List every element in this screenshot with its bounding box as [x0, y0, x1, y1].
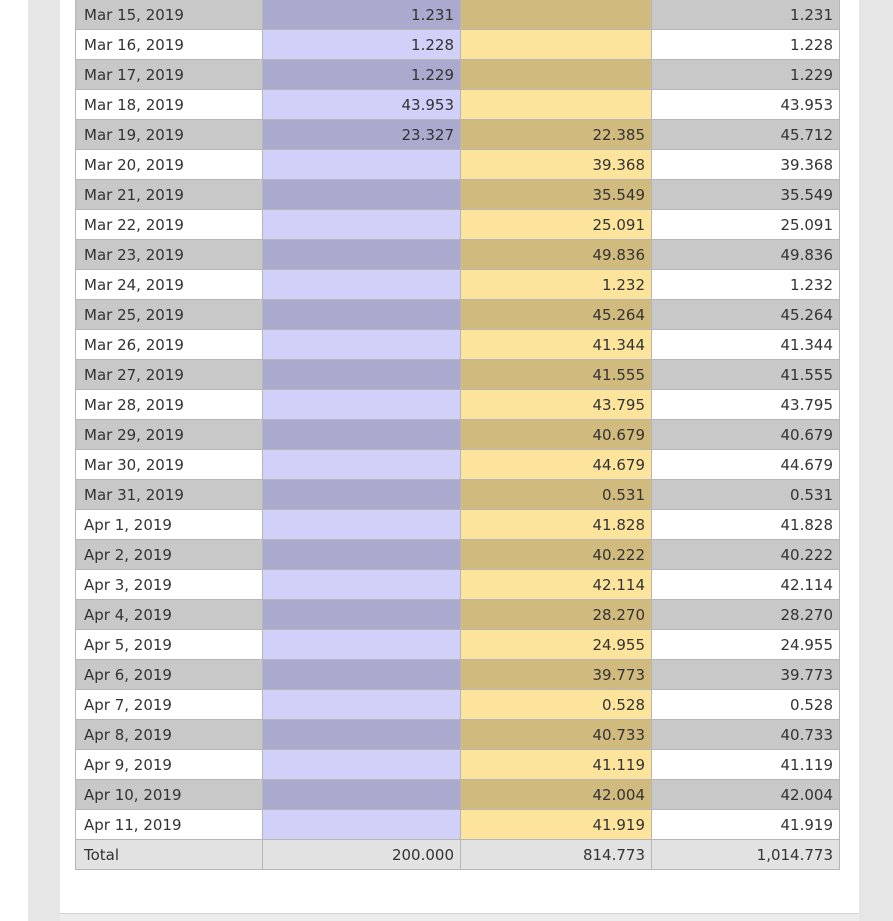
col-a-cell [263, 660, 461, 690]
col-b-cell [461, 30, 652, 60]
col-b-cell [461, 90, 652, 120]
date-cell: Mar 30, 2019 [76, 450, 263, 480]
row-total-cell: 41.344 [652, 330, 840, 360]
row-total-cell: 28.270 [652, 600, 840, 630]
table-row [76, 690, 840, 720]
col-b-cell: 39.773 [461, 660, 652, 690]
table-row [76, 660, 840, 690]
col-b-cell: 49.836 [461, 240, 652, 270]
col-a-cell [263, 420, 461, 450]
date-cell: Mar 28, 2019 [76, 390, 263, 420]
col-a-cell [263, 480, 461, 510]
col-b-cell: 40.679 [461, 420, 652, 450]
date-cell: Apr 1, 2019 [76, 510, 263, 540]
table-row [76, 360, 840, 390]
totals-label: Total [76, 840, 263, 870]
table-row [76, 810, 840, 840]
col-a-cell [263, 510, 461, 540]
left-gutter [28, 0, 60, 921]
date-cell: Mar 19, 2019 [76, 120, 263, 150]
row-total-cell: 49.836 [652, 240, 840, 270]
table-row [76, 480, 840, 510]
date-cell: Mar 15, 2019 [76, 0, 263, 30]
table-row [76, 240, 840, 270]
table-row [76, 60, 840, 90]
col-a-cell: 43.953 [263, 90, 461, 120]
right-gutter [859, 0, 893, 921]
row-total-cell: 40.733 [652, 720, 840, 750]
date-cell: Apr 10, 2019 [76, 780, 263, 810]
date-cell: Apr 8, 2019 [76, 720, 263, 750]
col-a-cell: 1.231 [263, 0, 461, 30]
date-cell: Mar 25, 2019 [76, 300, 263, 330]
col-b-cell [461, 0, 652, 30]
col-b-cell: 40.733 [461, 720, 652, 750]
col-a-cell [263, 360, 461, 390]
col-b-cell: 24.955 [461, 630, 652, 660]
col-a-cell [263, 720, 461, 750]
table-row [76, 30, 840, 60]
date-cell: Apr 2, 2019 [76, 540, 263, 570]
row-total-cell: 43.953 [652, 90, 840, 120]
table-row [76, 630, 840, 660]
row-total-cell: 1.229 [652, 60, 840, 90]
col-b-cell: 41.828 [461, 510, 652, 540]
col-a-cell [263, 600, 461, 630]
row-total-cell: 39.368 [652, 150, 840, 180]
col-b-cell: 41.344 [461, 330, 652, 360]
col-b-cell: 39.368 [461, 150, 652, 180]
col-b-cell: 28.270 [461, 600, 652, 630]
col-b-cell: 43.795 [461, 390, 652, 420]
col-a-cell [263, 150, 461, 180]
date-cell: Mar 27, 2019 [76, 360, 263, 390]
table-row [76, 90, 840, 120]
col-b-cell: 25.091 [461, 210, 652, 240]
date-cell: Apr 6, 2019 [76, 660, 263, 690]
col-a-cell [263, 780, 461, 810]
col-b-cell: 42.114 [461, 570, 652, 600]
col-a-cell [263, 810, 461, 840]
totals-col-b: 814.773 [461, 840, 652, 870]
date-cell: Mar 18, 2019 [76, 90, 263, 120]
row-total-cell: 40.222 [652, 540, 840, 570]
row-total-cell: 41.828 [652, 510, 840, 540]
date-cell: Apr 5, 2019 [76, 630, 263, 660]
date-cell: Apr 7, 2019 [76, 690, 263, 720]
col-a-cell [263, 210, 461, 240]
table-row [76, 300, 840, 330]
table-row [76, 270, 840, 300]
table-row [76, 570, 840, 600]
row-total-cell: 44.679 [652, 450, 840, 480]
table-row [76, 450, 840, 480]
table-row [76, 0, 840, 30]
table-row [76, 180, 840, 210]
col-a-cell: 23.327 [263, 120, 461, 150]
date-cell: Mar 26, 2019 [76, 330, 263, 360]
table-row [76, 150, 840, 180]
table-row [76, 420, 840, 450]
date-cell: Apr 11, 2019 [76, 810, 263, 840]
row-total-cell: 41.119 [652, 750, 840, 780]
col-b-cell [461, 60, 652, 90]
date-cell: Mar 23, 2019 [76, 240, 263, 270]
col-b-cell: 41.919 [461, 810, 652, 840]
date-cell: Apr 3, 2019 [76, 570, 263, 600]
usage-table-body [76, 0, 840, 840]
col-a-cell [263, 450, 461, 480]
col-a-cell [263, 240, 461, 270]
panel-bottom-edge [60, 913, 859, 921]
totals-col-a: 200.000 [263, 840, 461, 870]
col-b-cell: 41.555 [461, 360, 652, 390]
row-total-cell: 24.955 [652, 630, 840, 660]
row-total-cell: 1.228 [652, 30, 840, 60]
col-a-cell [263, 630, 461, 660]
date-cell: Mar 24, 2019 [76, 270, 263, 300]
col-a-cell [263, 180, 461, 210]
date-cell: Mar 31, 2019 [76, 480, 263, 510]
col-b-cell: 45.264 [461, 300, 652, 330]
col-a-cell [263, 270, 461, 300]
row-total-cell: 41.555 [652, 360, 840, 390]
col-a-cell [263, 540, 461, 570]
col-a-cell [263, 750, 461, 780]
totals-grand-total: 1,014.773 [652, 840, 840, 870]
row-total-cell: 1.231 [652, 0, 840, 30]
usage-table [75, 0, 840, 870]
row-total-cell: 42.004 [652, 780, 840, 810]
row-total-cell: 39.773 [652, 660, 840, 690]
col-a-cell [263, 330, 461, 360]
date-cell: Mar 20, 2019 [76, 150, 263, 180]
date-cell: Mar 29, 2019 [76, 420, 263, 450]
row-total-cell: 42.114 [652, 570, 840, 600]
date-cell: Apr 4, 2019 [76, 600, 263, 630]
row-total-cell: 0.531 [652, 480, 840, 510]
col-a-cell [263, 390, 461, 420]
col-b-cell: 22.385 [461, 120, 652, 150]
row-total-cell: 25.091 [652, 210, 840, 240]
col-a-cell [263, 570, 461, 600]
col-b-cell: 41.119 [461, 750, 652, 780]
table-row [76, 210, 840, 240]
col-b-cell: 1.232 [461, 270, 652, 300]
date-cell: Mar 16, 2019 [76, 30, 263, 60]
row-total-cell: 45.712 [652, 120, 840, 150]
totals-row [76, 840, 840, 870]
row-total-cell: 41.919 [652, 810, 840, 840]
col-a-cell [263, 300, 461, 330]
date-cell: Mar 21, 2019 [76, 180, 263, 210]
date-cell: Mar 17, 2019 [76, 60, 263, 90]
table-row [76, 540, 840, 570]
table-row [76, 120, 840, 150]
col-b-cell: 44.679 [461, 450, 652, 480]
row-total-cell: 1.232 [652, 270, 840, 300]
table-row [76, 720, 840, 750]
col-a-cell [263, 690, 461, 720]
row-total-cell: 45.264 [652, 300, 840, 330]
table-row [76, 390, 840, 420]
date-cell: Mar 22, 2019 [76, 210, 263, 240]
row-total-cell: 43.795 [652, 390, 840, 420]
col-b-cell: 0.531 [461, 480, 652, 510]
col-a-cell: 1.228 [263, 30, 461, 60]
col-b-cell: 0.528 [461, 690, 652, 720]
table-row [76, 600, 840, 630]
row-total-cell: 0.528 [652, 690, 840, 720]
col-b-cell: 35.549 [461, 180, 652, 210]
table-row [76, 510, 840, 540]
col-b-cell: 40.222 [461, 540, 652, 570]
row-total-cell: 40.679 [652, 420, 840, 450]
table-row [76, 780, 840, 810]
table-row [76, 330, 840, 360]
col-a-cell: 1.229 [263, 60, 461, 90]
table-row [76, 750, 840, 780]
date-cell: Apr 9, 2019 [76, 750, 263, 780]
col-b-cell: 42.004 [461, 780, 652, 810]
row-total-cell: 35.549 [652, 180, 840, 210]
